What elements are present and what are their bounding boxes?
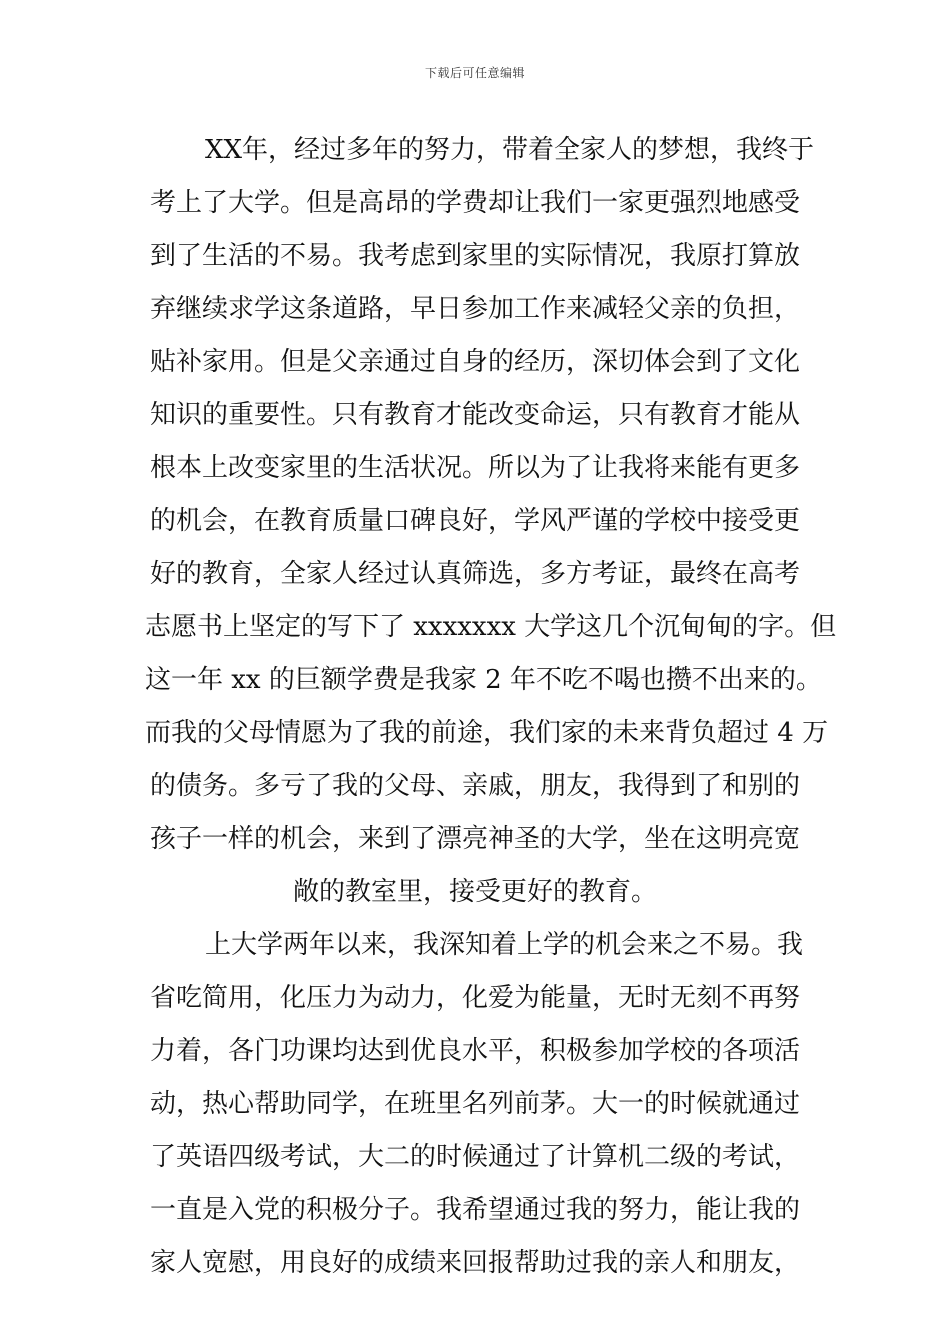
paragraph-line: 力着，各门功课均达到优良水平，积极参加学校的各项活: [149, 1036, 800, 1066]
paragraph-line: 好的教育，全家人经过认真筛选，多方考证，最终在高考: [149, 559, 800, 589]
paragraph-line: 弃继续求学这条道路，早日参加工作来减轻父亲的负担，: [149, 294, 800, 324]
paragraph-line: XX年，经过多年的努力，带着全家人的梦想，我终于: [205, 135, 815, 165]
header-note: 下载后可任意编辑: [424, 66, 525, 80]
paragraph-line: 知识的重要性。只有教育才能改变命运，只有教育才能从: [149, 400, 800, 430]
paragraph-line: 考上了大学。但是高昂的学费却让我们一家更强烈地感受: [149, 188, 800, 218]
paragraph-line: 的债务。多亏了我的父母、亲戚，朋友，我得到了和别的: [149, 771, 800, 801]
paragraph-line: 根本上改变家里的生活状况。所以为了让我将来能有更多: [149, 453, 800, 483]
paragraph-line: 敞的教室里，接受更好的教育。: [292, 877, 657, 907]
paragraph-line: 孩子一样的机会，来到了漂亮神圣的大学，坐在这明亮宽: [149, 824, 800, 854]
paragraph-line: 一直是入党的积极分子。我希望通过我的努力，能让我的: [149, 1195, 800, 1225]
paragraph-line: 到了生活的不易。我考虑到家里的实际情况，我原打算放: [149, 241, 800, 271]
paragraph-line: 志愿书上坚定的写下了 xxxxxxx 大学这几个沉甸甸的字。但: [145, 612, 837, 642]
paragraph-line: 这一年 xx 的巨额学费是我家 2 年不吃不喝也攒不出来的。: [145, 665, 822, 695]
paragraph-line: 贴补家用。但是父亲通过自身的经历，深切体会到了文化: [149, 347, 800, 377]
paragraph-line: 了英语四级考试，大二的时候通过了计算机二级的考试，: [149, 1142, 800, 1172]
paragraph-line: 上大学两年以来，我深知着上学的机会来之不易。我: [205, 930, 804, 960]
paragraph-line: 省吃简用，化压力为动力，化爱为能量，无时无刻不再努: [149, 983, 800, 1013]
paragraph-line: 而我的父母情愿为了我的前途，我们家的未来背负超过 4 万: [145, 718, 829, 748]
paragraph-line: 的机会，在教育质量口碑良好，学风严谨的学校中接受更: [149, 506, 800, 536]
paragraph-line: 家人宽慰，用良好的成绩来回报帮助过我的亲人和朋友，: [149, 1248, 800, 1278]
paragraph-line: 动，热心帮助同学，在班里名列前茅。大一的时候就通过: [149, 1089, 800, 1119]
